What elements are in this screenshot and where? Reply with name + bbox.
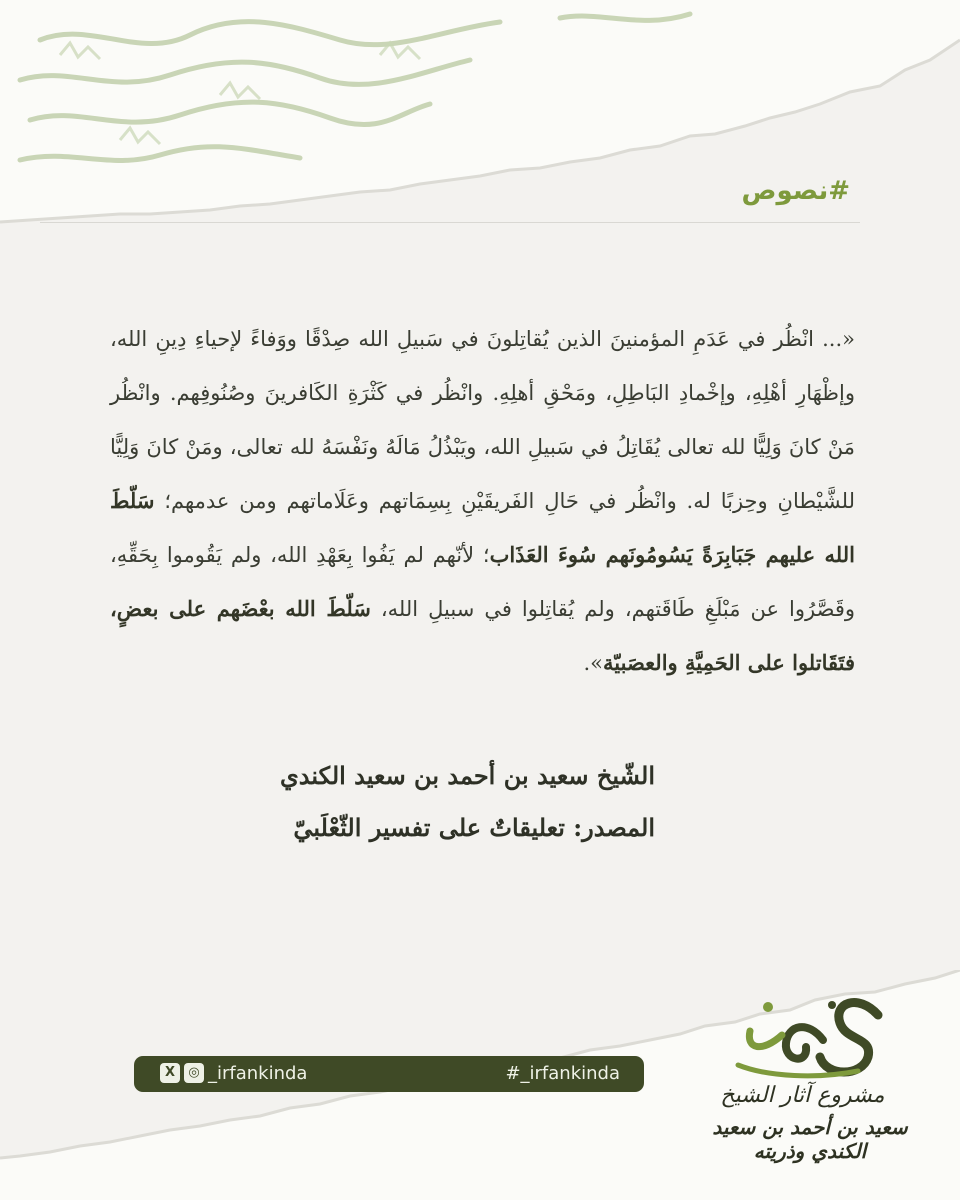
quote-part-emphasis: سَلّطَ الله بعْضَهم على بعضٍ، فتَقَاتلوا على الحَمِيَّةِ والعصَبيّة	[110, 596, 855, 675]
quote-part: «... انْظُر في عَدَمِ المؤمنينَ الذين يُقاتِلونَ في سَبيلِ الله صِدْقًا ووَفاءً لإحياءِ دِينِ الله، وإظْهَارِ أهْلِهِ، وإخْمادِ البَاطِلِ، ومَحْقِ أهلِهِ. وانْظُر في كَثْرَةِ الكَافرينَ وصُنُوفِهم. وانْظُر مَنْ كانَ وَلِيًّا لله تعالى يُقَاتِلُ في سَبيلِ الله، ويَبْذُلُ مَالَهُ ونَفْسَهُ لله تعالى، ومَنْ كانَ وَلِيًّا للشَّيْطانِ وحِزبًا له. وانْظُر في حَالِ الفَريقَيْنِ بِسِمَاتهم وعَلَاماتهم ومن عدمهم؛	[110, 327, 855, 513]
logo	[690, 995, 940, 1185]
logo-tagline: مشروع آثار الشيخ	[720, 1083, 885, 1108]
social-handle[interactable]: _irfankinda	[208, 1063, 308, 1084]
quote-text	[110, 312, 855, 690]
irfan-calligraphy-logo	[728, 995, 898, 1080]
author-name: الشّيخ سعيد بن أحمد بن سعيد الكندي	[279, 761, 655, 790]
logo-name: سعيد بن أحمد بن سعيد الكندي وذريته	[712, 1115, 908, 1163]
x-icon[interactable]: X	[160, 1063, 180, 1083]
instagram-icon[interactable]: ◎	[184, 1063, 204, 1083]
attribution	[280, 750, 655, 854]
source-citation: المصدر: تعليقاتٌ على تفسير الثّعْلَبيّ	[293, 813, 655, 842]
hashtag-label: #نصوص	[741, 176, 850, 206]
quote-part-emphasis: سَلّطَ الله عليهم جَبَابِرَةً يَسُومُونَهم سُوءَ العَذَاب	[110, 488, 855, 567]
quote-part: ؛ لأنّهم لم يَفُوا بِعَهْدِ الله، ولم يَقُوموا بِحَقِّهِ، وقَصَّرُوا عن مَبْلَغِ طَاقَتهم، ولم يُقاتِلوا في سبيلِ الله،	[110, 543, 855, 621]
social-bar	[134, 1056, 644, 1092]
quote-part: ».	[583, 651, 604, 675]
social-icons	[160, 1063, 204, 1083]
social-hashtag[interactable]: #_irfankinda	[505, 1063, 620, 1084]
divider	[40, 222, 860, 223]
